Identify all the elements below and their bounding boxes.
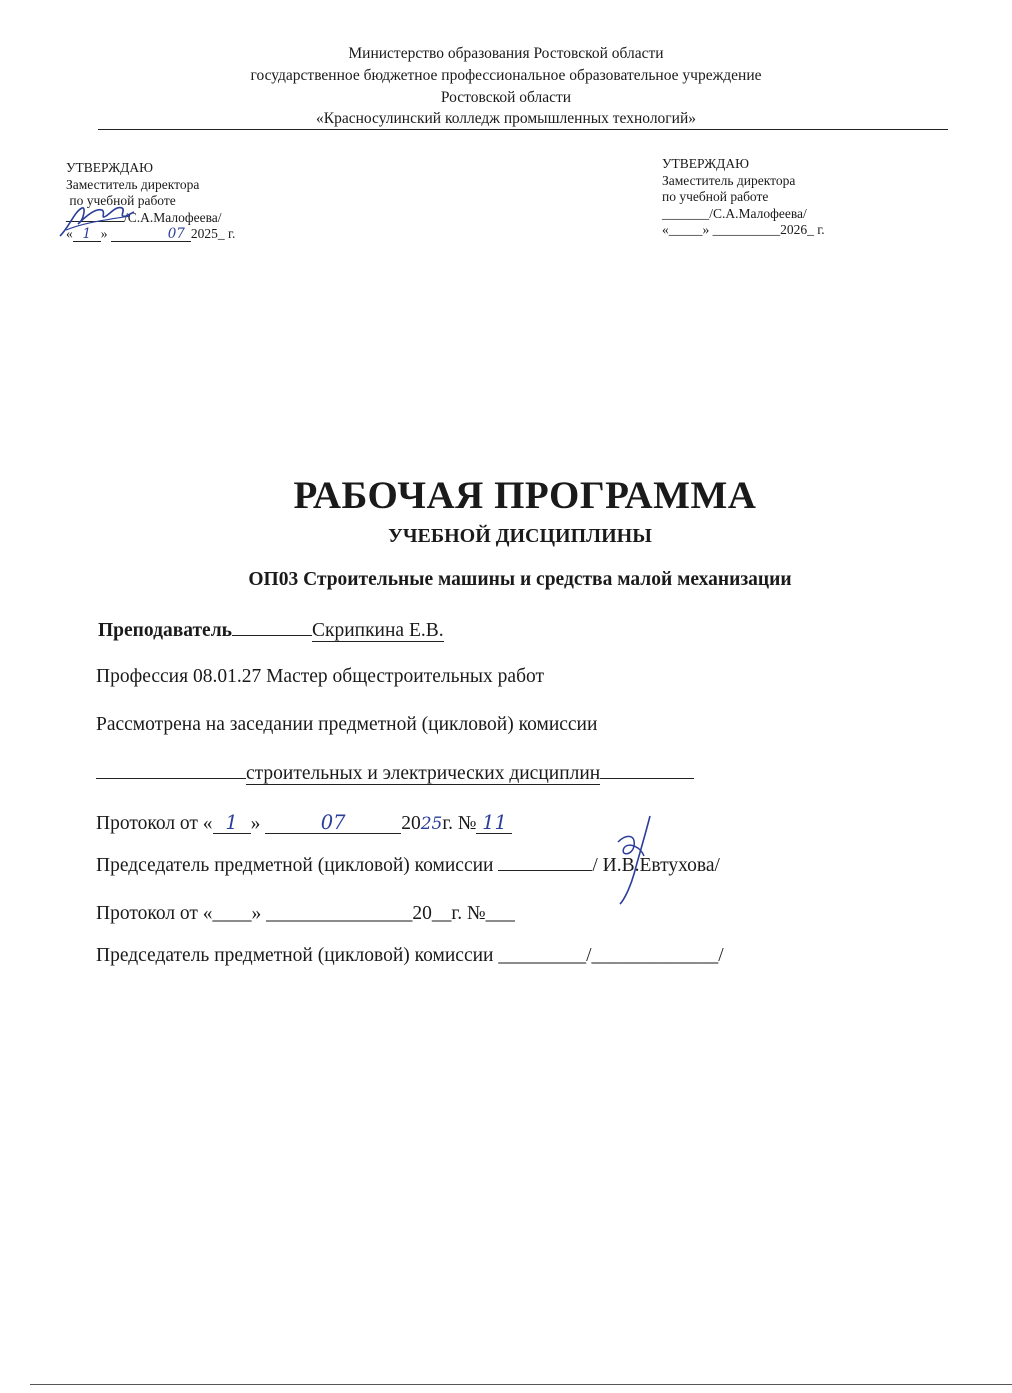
protocol-1-line <box>96 812 512 836</box>
chair-1-label: Председатель предметной (цикловой) комиссии <box>96 855 494 876</box>
teacher-line <box>98 619 444 643</box>
discipline-title: ОП03 Строительные машины и средства малой механизации <box>248 569 792 590</box>
approval-left-role-2: по учебной работе <box>66 193 176 208</box>
approval-left-year: 2025_ г. <box>190 226 236 241</box>
approval-right-role-2: по учебной работе <box>662 189 769 204</box>
scan-edge-line <box>30 1384 1012 1385</box>
profession-line: Профессия 08.01.27 Мастер общестроительных работ <box>96 666 545 687</box>
protocol-1-number: 11 <box>476 813 512 834</box>
considered-line: Рассмотрена на заседании предметной (цикловой) комиссии <box>96 714 598 735</box>
header-rule <box>98 129 948 130</box>
approval-left-signer: /С.А.Малофеева/ <box>124 209 222 225</box>
institution-type-line: государственное бюджетное профессиональное образовательное учреждение <box>250 67 762 84</box>
chair-signature <box>606 812 666 908</box>
protocol-1-prefix: Протокол от « <box>96 813 213 834</box>
approval-right <box>662 156 825 239</box>
date-close-quote: » <box>100 226 108 241</box>
chair-2-line: Председатель предметной (цикловой) комиссии _________/_____________/ <box>96 945 724 966</box>
commission-name: строительных и электрических дисциплин <box>246 763 601 784</box>
commission-line <box>96 762 694 786</box>
ministry-line: Министерство образования Ростовской области <box>348 45 664 62</box>
chair-1-name: / И.В.Евтухова/ <box>592 855 720 876</box>
approval-left-day: 1 <box>73 227 101 242</box>
college-name-line: «Красносулинский колледж промышленных технологий» <box>316 110 696 127</box>
protocol-1-day: 1 <box>213 813 251 834</box>
protocol-1-year-prefix: 20 <box>401 813 421 834</box>
approval-right-title: УТВЕРЖДАЮ <box>662 156 750 171</box>
approval-right-role: Заместитель директора <box>662 172 796 188</box>
teacher-label: Преподаватель <box>98 620 232 641</box>
teacher-name: Скрипкина Е.В. <box>311 620 444 641</box>
approval-left-title: УТВЕРЖДАЮ <box>66 160 154 175</box>
protocol-1-year: 25 <box>420 814 443 834</box>
left-approval-signature <box>56 196 136 242</box>
main-title: РАБОЧАЯ ПРОГРАММА <box>293 474 757 517</box>
approval-left-role: Заместитель директора <box>66 176 200 192</box>
approval-left-month: 07 <box>111 227 191 242</box>
protocol-1-mid: » <box>250 813 261 834</box>
sub-title: УЧЕБНОЙ ДИСЦИПЛИНЫ <box>388 525 652 547</box>
protocol-1-month: 07 <box>265 813 401 834</box>
protocol-1-g: г. № <box>442 813 477 834</box>
approval-right-date: «_____» __________2026_ г. <box>662 222 825 237</box>
region-line: Ростовской области <box>440 89 572 106</box>
date-open-quote: « <box>66 226 73 241</box>
approval-right-signer: _______/С.А.Малофеева/ <box>662 205 807 221</box>
chair-1-sign-blank <box>498 870 592 871</box>
protocol-2-line: Протокол от «____» _______________20__г. №___ <box>96 903 515 924</box>
